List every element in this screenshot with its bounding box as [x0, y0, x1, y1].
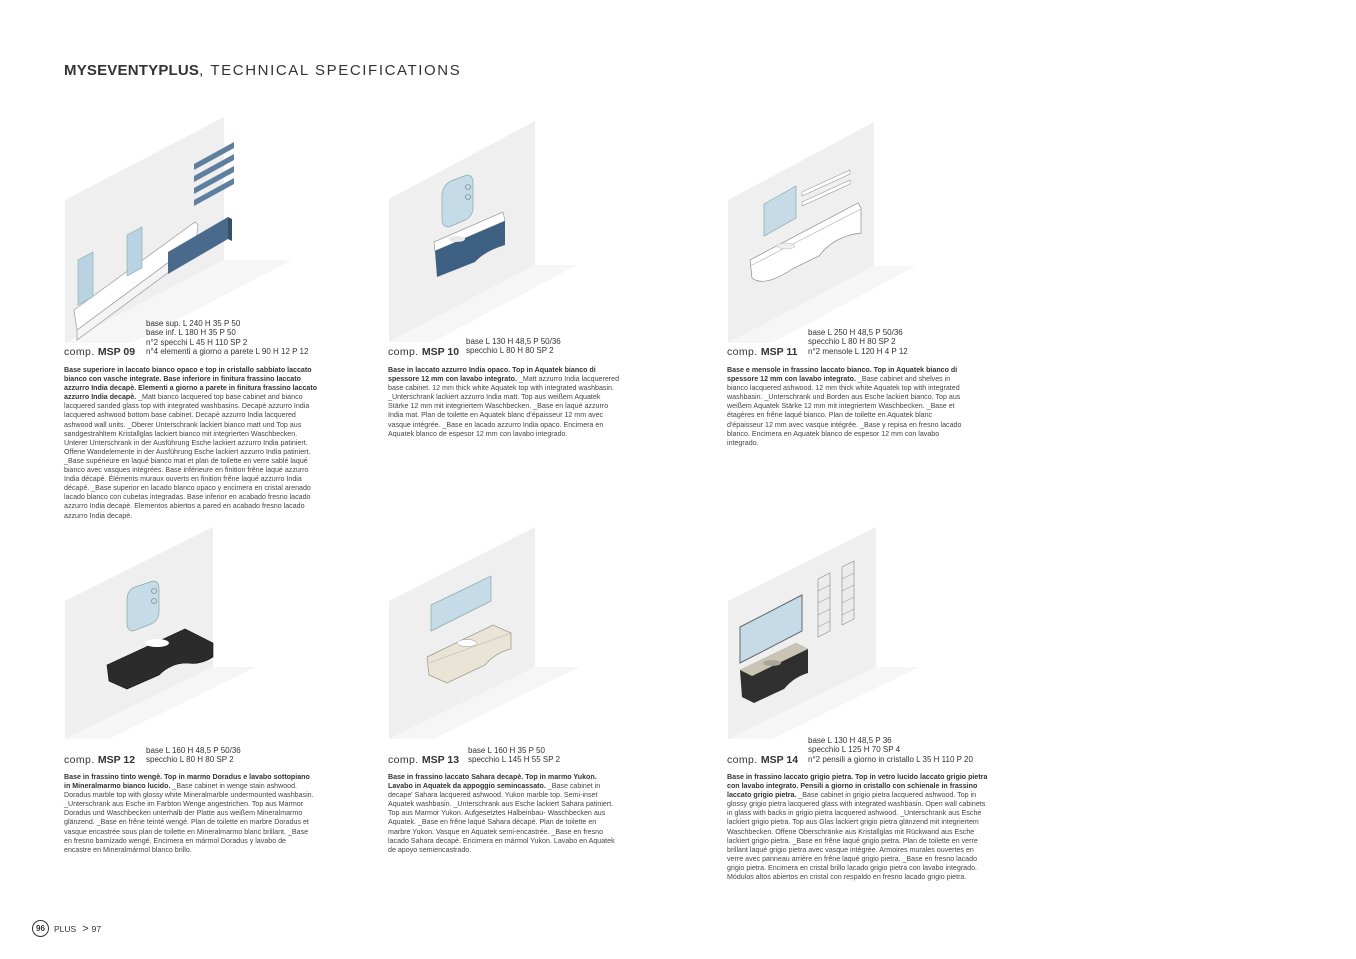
brand-light: MYSEVENTY: [64, 62, 159, 79]
msp11-code: comp. MSP 11: [727, 346, 798, 358]
spec-line: base inf. L 180 H 35 P 50: [146, 328, 236, 338]
msp10-illustration: [385, 117, 580, 343]
msp14-code: comp. MSP 14: [727, 754, 799, 766]
spec-line: specchio L 125 H 70 SP 4: [808, 745, 901, 755]
msp12-code: comp. MSP 12: [64, 754, 136, 766]
title-separator: ,: [199, 62, 205, 79]
brand-bold: PLUS: [158, 62, 200, 79]
msp10-code: comp. MSP 10: [388, 346, 460, 358]
title-subtitle: TECHNICAL SPECIFICATIONS: [210, 62, 462, 79]
msp14-illustration: [724, 525, 924, 740]
msp10-description: Base in laccato azzurro India opaco. Top in Aquatek bianco di spessore 12 mm con lavabo integrato. _Matt azzurro India lacquerered base cabinet. 12 mm thick white Aquatek top with integrated washbasin. _Unterschrank lackiert azzurro India matt. Top aus weißem Aquatek Stärke 12 mm mit integriertem Waschbecken. _Base en laqué azzurro India mat. Plan de toilette en Aquatek blanc d'épaisseur 12 mm avec vasque intégrée. _Base en lacado azzurro India opaco. Encimera en Aquatek blanco de espesor 12 mm con lavabo integrado.: [388, 366, 620, 438]
page-title: [64, 62, 461, 79]
spec-line: specchio L 80 H 80 SP 2: [808, 337, 896, 347]
next-page-number: 97: [91, 923, 102, 934]
msp11-description: Base e mensole in frassino laccato bianco. Top in Aquatek bianco di spessore 12 mm con lavabo integrato. _Base cabinet and shelves in bianco lacquered ashwood. 12 mm thick white Aquatek top with integrated washbasin. _Unterschrank und Borden aus Esche lackiert bianco. Top aus weißem Aquatek Stärke 12 mm mit integriertem Waschbecken. _Base et étagères en frêne laqué bianco. Plan de toilette en Aquatek blanc d'épaisseur 12 mm avec vasque intégrée. _Base y repisa en fresno lacado blanco. Encimera en Aquatek blanco de espesor 12 mm con lavabo integrado.: [727, 366, 962, 447]
spec-line: n°2 specchi L 45 H 110 SP 2: [146, 337, 248, 347]
spec-line: base L 130 H 48,5 P 36: [808, 736, 892, 745]
msp09-illustration: [60, 112, 295, 344]
msp11-illustration: [724, 118, 919, 347]
msp13-specs: [468, 746, 560, 765]
msp12-illustration: [61, 525, 261, 740]
spec-line: n°2 mensole L 120 H 4 P 12: [808, 346, 908, 356]
spec-line: specchio L 80 H 80 SP 2: [146, 755, 234, 765]
msp10-specs: [466, 337, 561, 356]
msp11-specs: [808, 328, 908, 356]
spec-line: base sup. L 240 H 35 P 50: [146, 319, 241, 328]
spec-line: base L 160 H 35 P 50: [468, 746, 545, 755]
spec-line: base L 160 H 48,5 P 50/36: [146, 746, 241, 755]
spec-line: specchio L 145 H 55 SP 2: [468, 755, 561, 765]
msp13-description: Base in frassino laccato Sahara decapè. Top in marmo Yukon. Lavabo in Aquatek da appoggio semincassato. _Base cabinet in decape' Sahara lacquered ashwood. Yukon marble top. Semi-inset Aquatek washbasin. _Unterschrank aus Esche lackiert Sahara patiniert. Top aus Marmor Yukon. Aufgesetztes Halbeinbau- Waschbecken aus Aquatek. _Base en frêne laqué Sahara décapé. Plan de toilette en marbre Yukon. Vasque en Aquatek semi-encastrée. _Base en fresno lacado Sahara decapè. Encimera en mármol Yukon. Lavabo en Aquatek de apoyo semiencastrado.: [388, 773, 615, 854]
spec-line: specchio L 80 H 80 SP 2: [466, 346, 554, 356]
spec-line: base L 250 H 48,5 P 50/36: [808, 328, 903, 337]
footer-label: PLUS: [54, 923, 77, 934]
page-number: 96: [32, 920, 49, 937]
spec-line: n°4 elementi a giorno a parete L 90 H 12 P 12: [146, 346, 309, 356]
msp14-description: Base in frassino laccato grigio pietra. Top in vetro lucido laccato grigio pietra con lavabo integrato. Pensili a giorno in cristallo con schienale in frassino laccato grigio pietra. _Base cabinet in grigio pietra lacquered ashwood. Top in glossy grigio pietra lacquered glass with integrated washbasin. Open wall cabinets in glass with backs in grigio pietra lacquered ashwood. _Unterschrank aus Esche lackiert grigio pietra. Top aus Glas lackiert grigio pietra glänzend mit integriertem Waschbecken. Offene Oberschränke aus Kristallglas mit Rückwand aus Esche lackiert grigio pietra. _Base en frêne laqué grigio pietra. Plan de toilette en verre brillant laqué grigio pietra avec vasque intégrée. Armoires murales ouvertes en verre avec panneau arrière en frêne laqué grigio pietra. _Base en fresno lacado grigio pietra. Encimera en cristal brillo lacado grigio pietra con lavabo integrado. Módulos altos abiertos en cristal con respaldo en fresno lacado grigio pietra.: [727, 773, 988, 882]
spec-line: n°2 pensili a giorno in cristallo L 35 H 110 P 20: [808, 754, 973, 764]
msp12-specs: [146, 746, 241, 765]
msp09-code: comp. MSP 09: [64, 346, 136, 358]
spec-line: base L 130 H 48,5 P 50/36: [466, 337, 561, 346]
page-footer: [32, 920, 101, 937]
next-arrow-icon: >: [82, 922, 89, 935]
msp09-description: Base superiore in laccato bianco opaco e top in cristallo sabbiato laccato bianco con vasche integrate. Base inferiore in finitura frassino laccato azzurro India decapè. Elementi a giorno a parete in finitura frassino laccato azzurro India decapè. _Matt bianco lacquered top base cabinet and bianco lacquered sanded glass top with integrated washbasins. Decapè azzurro India lacquered ashwood bottom base cabinet. Decapè azzurro India lacquered ashwood wall units. _Oberer Unterschrank lackiert bianco matt und Top aus sandgestrahltem Kristallglas lackiert bianco mit integrierten Waschbecken. Unterer Unterschrank in der Ausführung Esche lackiert azzurro India patiniert. Offene Wandelemente in der Ausführung Esche lackiert azzurro India patiniert. _Base supérieure en laqué bianco mat et plan de toilette en verre sablé laqué bianco avec vasques intégrées. Base inférieure en finition frêne laqué azzurro India décapé. Éléments muraux ouverts en finition frêne laqué azzurro India décapé. _Base superior en lacado blanco opaco y encimera en cristal arenado lacado blanco con cubetas integradas. Base inferior en acabado fresno lacado azzurro India decapè. Elementos abiertos a pared en acabado fresno lacado azzurro India decapè.: [64, 366, 318, 520]
msp13-illustration: [385, 525, 585, 740]
msp09-specs: [146, 319, 308, 356]
msp14-specs: [808, 736, 973, 764]
msp12-description: Base in frassino tinto wengè. Top in marmo Doradus e lavabo sottopiano in Mineralmarmo bianco lucido. _Base cabinet in wenge stain ashwood. Doradus marble top with glossy white Mineralmarble undermounted washbasin. _Unterschrank aus Esche im Farbton Wenge angestrichen. Top aus Marmor Doradus und Waschbecken unterhalb der Platte aus weißem Mineralmarmo glänzend. _Base en frêne teinté wengé. Plan de toilette en marbre Doradus et vasque encastrée sous plan de toilette en Mineralmarmo blanc brillant. _Base en fresno barnizado wengé. Encimera en mármol Doradus y lavabo de encastre en Mineralmármol blanco brillo.: [64, 773, 314, 854]
msp13-code: comp. MSP 13: [388, 754, 460, 766]
